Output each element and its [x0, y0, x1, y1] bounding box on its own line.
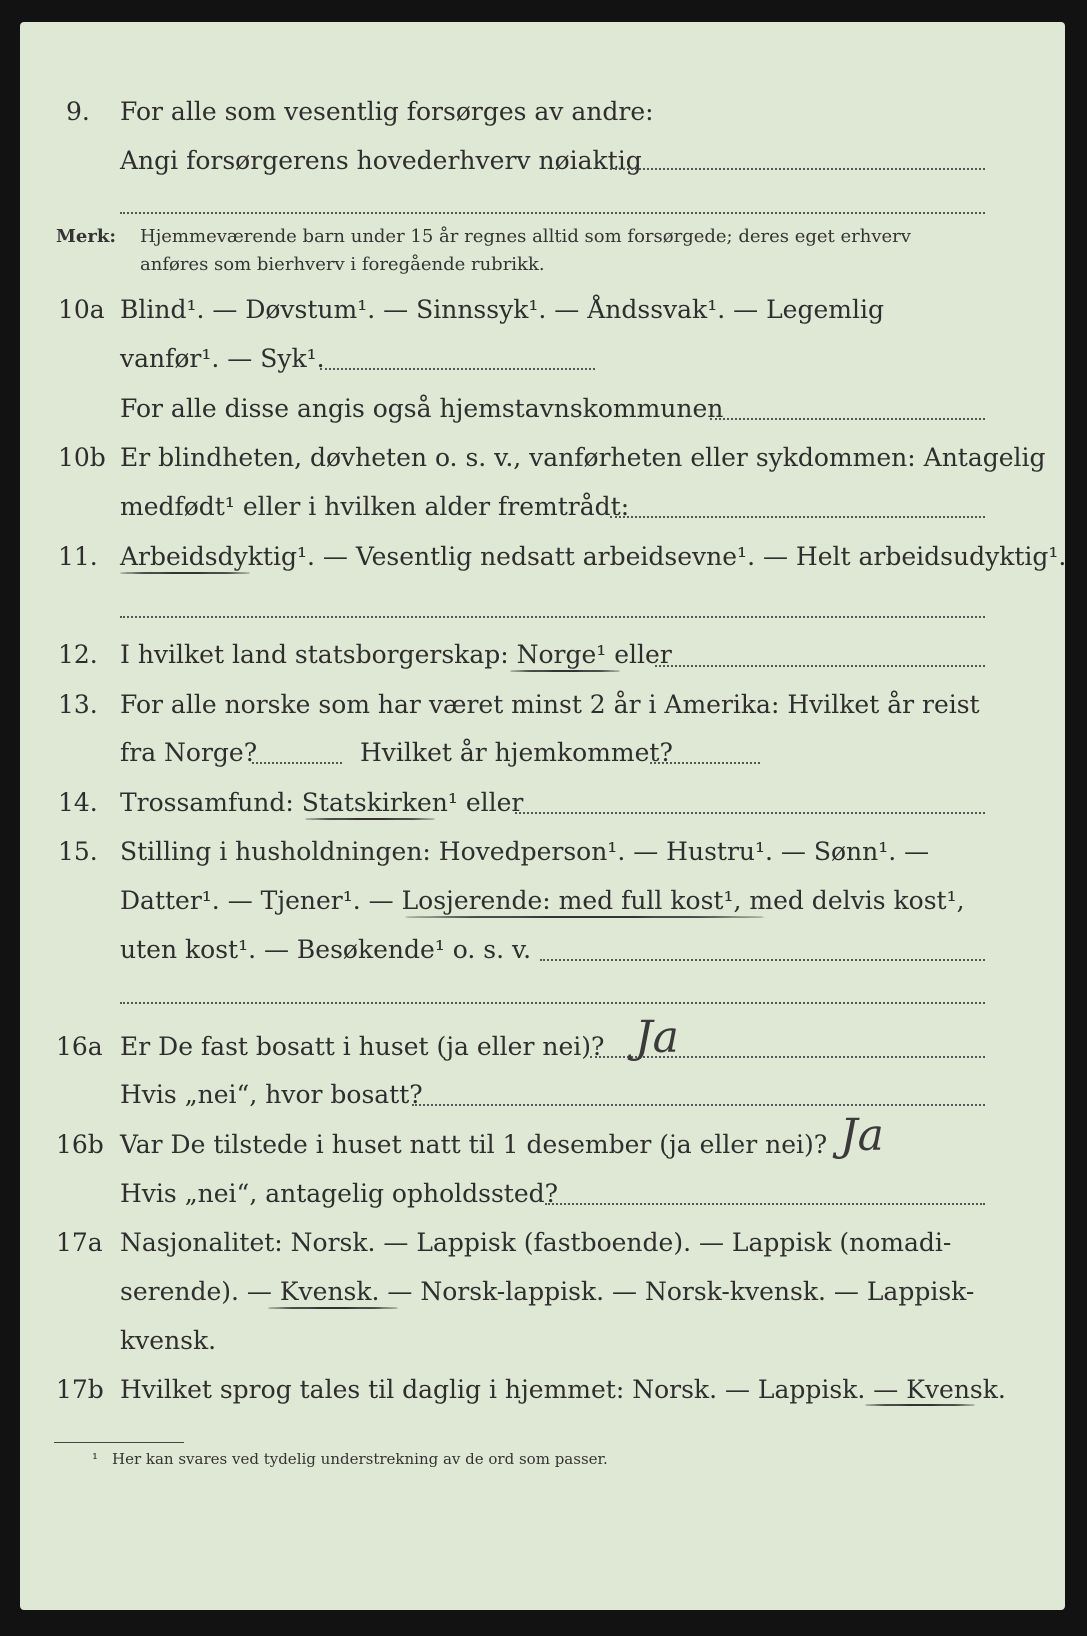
footnote-rule — [54, 1442, 184, 1443]
q10b-line1: Er blindheten, døvheten o. s. v., vanførheten eller sykdommen: Antagelig — [120, 443, 1046, 472]
q17a-underline-mark — [268, 1307, 398, 1309]
q9-line2: Angi forsørgerens hovederhverv nøiaktig — [120, 146, 642, 175]
q12-number: 12. — [58, 640, 98, 669]
q16b-handwritten-answer: Ja — [840, 1110, 884, 1161]
q11-underline-mark — [120, 572, 250, 574]
q14-underline-mark — [305, 818, 435, 820]
q17a-number: 17a — [56, 1228, 103, 1257]
q17a-line1: Nasjonalitet: Norsk. — Lappisk (fastboende). — Lappisk (nomadi- — [120, 1228, 952, 1257]
q11-line1: Arbeidsdyktig¹. — Vesentlig nedsatt arbeidsevne¹. — Helt arbeidsudyktig¹. — [120, 542, 1067, 571]
q14-number: 14. — [58, 788, 98, 817]
merk-line1: Hjemmeværende barn under 15 år regnes alltid som forsørgede; deres eget erhverv — [140, 226, 911, 247]
merk-line2: anføres som bierhverv i foregående rubrikk. — [140, 254, 545, 275]
q13-line1: For alle norske som har været minst 2 år i Amerika: Hvilket år reist — [120, 690, 980, 719]
q17a-line3: kvensk. — [120, 1326, 217, 1355]
q16b-opholdssted-line[interactable] — [545, 1203, 985, 1205]
q17b-number: 17b — [56, 1375, 104, 1404]
q12-answer-line[interactable] — [655, 665, 985, 667]
q10b-answer-line[interactable] — [610, 516, 985, 518]
q16a-handwritten-answer: Ja — [635, 1012, 679, 1063]
q9-answer-line-2[interactable] — [120, 212, 985, 214]
q13-reist-line[interactable] — [252, 762, 342, 764]
footnote-text: Her kan svares ved tydelig understrekning av de ord som passer. — [112, 1450, 608, 1468]
q15-line3: uten kost¹. — Besøkende¹ o. s. v. — [120, 935, 532, 964]
q14-line1: Trossamfund: Statskirken¹ eller — [120, 788, 524, 817]
q16a-bosatt-line[interactable] — [412, 1104, 985, 1106]
q15-answer-line-2[interactable] — [120, 1002, 985, 1004]
q13-hjemkommet-line[interactable] — [650, 762, 760, 764]
q17a-line2: serende). — Kvensk. — Norsk-lappisk. — Norsk-kvensk. — Lappisk- — [120, 1277, 975, 1306]
q16b-line2: Hvis „nei“, antagelig opholdssted? — [120, 1179, 559, 1208]
q9-answer-line[interactable] — [610, 168, 985, 170]
q13-number: 13. — [58, 690, 98, 719]
q11-answer-line[interactable] — [120, 616, 985, 618]
q10a-answer-line[interactable] — [710, 418, 985, 420]
q12-line1: I hvilket land statsborgerskap: Norge¹ eller — [120, 640, 672, 669]
q17b-underline-mark — [865, 1404, 975, 1406]
q16a-line1: Er De fast bosatt i huset (ja eller nei)? — [120, 1032, 605, 1061]
q15-underline-mark — [405, 916, 765, 918]
q13-line2b: Hvilket år hjemkommet? — [360, 738, 673, 767]
q9-number: 9. — [66, 97, 90, 126]
q15-line2: Datter¹. — Tjener¹. — Losjerende: med full kost¹, med delvis kost¹, — [120, 886, 965, 915]
q11-number: 11. — [58, 542, 98, 571]
q16b-number: 16b — [56, 1130, 104, 1159]
q12-underline-mark — [510, 670, 620, 672]
q10a-line1: Blind¹. — Døvstum¹. — Sinnssyk¹. — Åndssvak¹. — Legemlig — [120, 295, 884, 324]
q13-line2a: fra Norge? — [120, 738, 258, 767]
q10b-line2: medfødt¹ eller i hvilken alder fremtrådt: — [120, 492, 630, 521]
q16a-line2: Hvis „nei“, hvor bosatt? — [120, 1080, 423, 1109]
q14-answer-line[interactable] — [515, 812, 985, 814]
q10a-syk-line[interactable] — [320, 368, 595, 370]
q10a-number: 10a — [58, 295, 105, 324]
q10b-number: 10b — [58, 443, 106, 472]
footnote-mark: ¹ — [92, 1450, 99, 1468]
q15-line1: Stilling i husholdningen: Hovedperson¹. — Hustru¹. — Sønn¹. — — [120, 837, 930, 866]
q17b-line1: Hvilket sprog tales til daglig i hjemmet: Norsk. — Lappisk. — Kvensk. — [120, 1375, 1006, 1404]
q10a-line2: vanfør¹. — Syk¹. — [120, 344, 325, 373]
q15-number: 15. — [58, 837, 98, 866]
q16a-number: 16a — [56, 1032, 103, 1061]
q10a-line3: For alle disse angis også hjemstavnskommunen — [120, 394, 724, 423]
q15-answer-line[interactable] — [540, 959, 985, 961]
merk-label: Merk: — [56, 226, 116, 247]
census-form-page — [20, 22, 1065, 1610]
q16b-line1: Var De tilstede i huset natt til 1 desember (ja eller nei)? — [120, 1130, 828, 1159]
q9-line1: For alle som vesentlig forsørges av andre: — [120, 97, 654, 126]
